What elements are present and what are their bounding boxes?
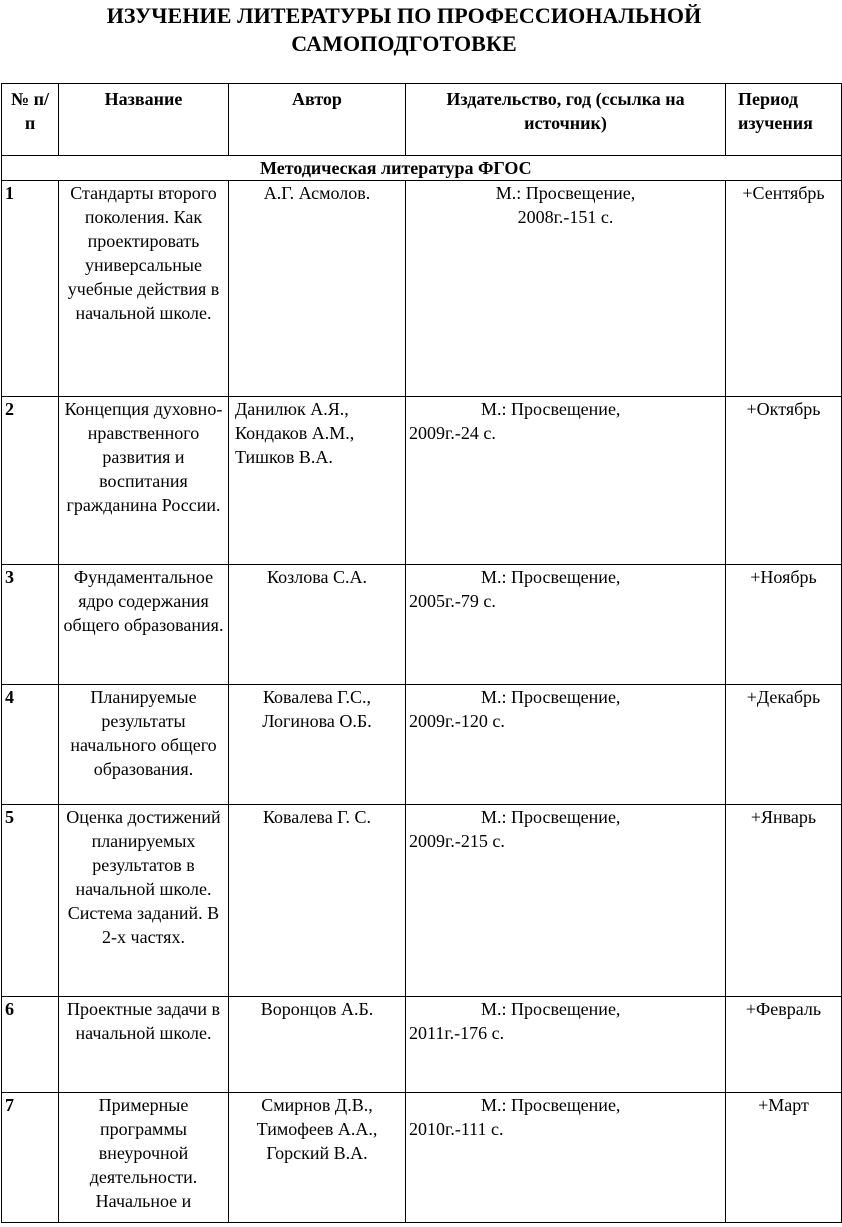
- literature-table: [1, 83, 842, 1223]
- row-number: 1: [2, 181, 59, 397]
- row-publisher: [406, 997, 726, 1093]
- row-period: +Январь: [726, 805, 842, 997]
- publisher-line-2: 2005г.-79 с.: [409, 591, 496, 611]
- row-author: Козлова С.А.: [229, 565, 406, 685]
- row-period: +Сентябрь: [726, 181, 842, 397]
- row-author: Ковалева Г. С.: [229, 805, 406, 997]
- row-period: +Февраль: [726, 997, 842, 1093]
- section-row: [2, 156, 842, 181]
- table-row: [2, 997, 842, 1093]
- table-row: [2, 181, 842, 397]
- header-publisher: Издательство, год (ссылка на источник): [406, 84, 726, 156]
- row-period: +Ноябрь: [726, 565, 842, 685]
- page-title: [0, 2, 816, 58]
- row-name: Фундаментальное ядро содержания общего образования.: [59, 565, 229, 685]
- row-publisher: [406, 181, 726, 397]
- publisher-line-2: 2009г.-24 с.: [409, 423, 496, 443]
- publisher-line-1: М.: Просвещение,: [481, 999, 621, 1019]
- section-title: Методическая литература ФГОС: [2, 156, 842, 181]
- row-author: Данилюк А.Я., Кондаков А.М., Тишков В.А.: [229, 397, 406, 565]
- publisher-line-2: 2008г.-151 с.: [517, 207, 614, 227]
- row-author: А.Г. Асмолов.: [229, 181, 406, 397]
- table-row: [2, 1093, 842, 1223]
- publisher-line-1: М.: Просвещение,: [481, 399, 621, 419]
- row-number: 2: [2, 397, 59, 565]
- page-title-line-2: САМОПОДГОТОВКЕ: [291, 31, 517, 56]
- header-period: Период изучения: [726, 84, 842, 156]
- row-number: 6: [2, 997, 59, 1093]
- row-publisher: [406, 1093, 726, 1223]
- table-row: [2, 685, 842, 805]
- row-number: 4: [2, 685, 59, 805]
- row-author: Ковалева Г.С., Логинова О.Б.: [229, 685, 406, 805]
- publisher-line-2: 2011г.-176 с.: [409, 1023, 505, 1043]
- row-name: Оценка достижений планируемых результатов в начальной школе. Система заданий. В 2-х частях.: [59, 805, 229, 997]
- row-author: Смирнов Д.В., Тимофеев А.А., Горский В.А.: [229, 1093, 406, 1223]
- row-author: Воронцов А.Б.: [229, 997, 406, 1093]
- row-period: +Декабрь: [726, 685, 842, 805]
- header-author: Автор: [229, 84, 406, 156]
- row-name: Стандарты второго поколения. Как проектировать универсальные учебные действия в начальной школе.: [59, 181, 229, 397]
- publisher-line-2: 2010г.-111 с.: [409, 1119, 504, 1139]
- table-header-row: [2, 84, 842, 156]
- publisher-line-1: М.: Просвещение,: [495, 183, 636, 203]
- row-number: 7: [2, 1093, 59, 1223]
- row-publisher: [406, 565, 726, 685]
- publisher-line-1: М.: Просвещение,: [481, 1095, 621, 1115]
- publisher-line-1: М.: Просвещение,: [481, 687, 621, 707]
- row-publisher: [406, 685, 726, 805]
- page-title-line-1: ИЗУЧЕНИЕ ЛИТЕРАТУРЫ ПО ПРОФЕССИОНАЛЬНОЙ: [106, 3, 702, 28]
- header-num: № п/п: [2, 84, 59, 156]
- table-row: [2, 565, 842, 685]
- row-period: +Март: [726, 1093, 842, 1223]
- publisher-line-1: М.: Просвещение,: [481, 807, 621, 827]
- publisher-line-1: М.: Просвещение,: [481, 567, 621, 587]
- row-name: Концепция духовно-нравственного развития и воспитания гражданина России.: [59, 397, 229, 565]
- row-name: Проектные задачи в начальной школе.: [59, 997, 229, 1093]
- header-name: Название: [59, 84, 229, 156]
- publisher-line-2: 2009г.-215 с.: [409, 831, 505, 851]
- row-period: +Октябрь: [726, 397, 842, 565]
- row-name: Примерные программы внеурочной деятельности. Начальное и: [59, 1093, 229, 1223]
- table-row: [2, 397, 842, 565]
- publisher-line-2: 2009г.-120 с.: [409, 711, 505, 731]
- row-publisher: [406, 805, 726, 997]
- row-number: 5: [2, 805, 59, 997]
- row-publisher: [406, 397, 726, 565]
- table-row: [2, 805, 842, 997]
- row-name: Планируемые результаты начального общего образования.: [59, 685, 229, 805]
- row-number: 3: [2, 565, 59, 685]
